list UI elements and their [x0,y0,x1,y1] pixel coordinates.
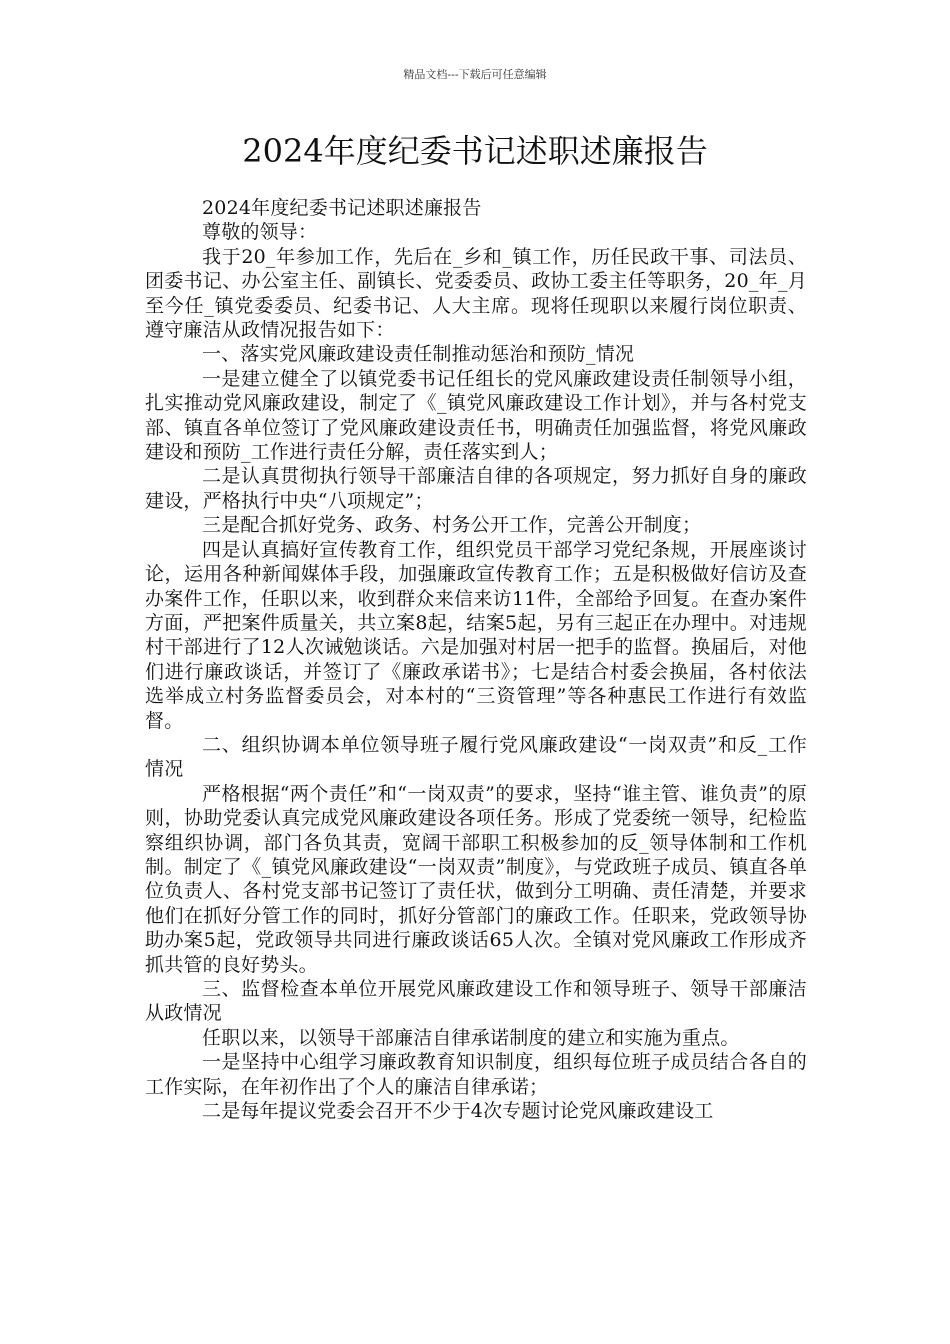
paragraph: 任职以来，以领导干部廉洁自律承诺制度的建立和实施为重点。 [202,1026,740,1049]
paragraph: 一是坚持中心组学习廉政教育知识制度，组织每位班子成员结合各自的工作实际，在年初作出了个人的廉洁自律承诺； [145,1051,807,1098]
paragraph: 尊敬的领导： [202,221,318,244]
paragraph: 我于20_年参加工作，先后在_乡和_镇工作，历任民政干事、司法员、团委书记、办公室主任、副镇长、党委委员、政协工委主任等职务，20_年_月至今任_镇党委委员、纪委书记、人大主席。现将任现职以来履行岗位职责、遵守廉洁从政情况报告如下： [145,245,807,342]
paragraph: 严格根据“两个责任”和“一岗双责”的要求，坚持“谁主管、谁负责”的原则，协助党委认真完成党风廉政建设各项任务。形成了党委统一领导，纪检监察组织协调，部门各负其责，宽阔干部职工积极参加的反_领导体制和工作机制。制定了《_镇党风廉政建设“一岗双责”制度》，与党政班子成员、镇直各单位负责人、各村党支部书记签订了责任状，做到分工明确、责任清楚，并要求他们在抓好分管工作的同时，抓好分管部门的廉政工作。任职来，党政领导协助办案5起，党政领导共同进行廉政谈话65人次。全镇对党风廉政工作形成齐抓共管的良好势头。 [145,782,807,976]
paragraph: 三是配合抓好党务、政务、村务公开工作，完善公开制度； [202,514,702,537]
section-heading: 三、监督检查本单位开展党风廉政建设工作和领导班子、领导干部廉洁从政情况 [145,978,807,1025]
section-heading: 一、落实党风廉政建设责任制推动惩治和预防_情况 [202,343,635,366]
paragraph: 一是建立健全了以镇党委书记任组长的党风廉政建设责任制领导小组，扎实推动党风廉政建设，制定了《_镇党风廉政建设工作计划》，并与各村党支部、镇直各单位签订了党风廉政建设责任书，明确责任加强监督，将党风廉政建设和预防_工作进行责任分解，责任落实到人； [145,367,807,464]
header-note: 精品文档---下载后可任意编辑 [403,68,547,81]
document-title: 2024年度纪委书记述职述廉报告 [242,132,708,170]
paragraph: 二是认真贯彻执行领导干部廉洁自律的各项规定，努力抓好自身的廉政建设，严格执行中央“八项规定”； [145,465,807,512]
paragraph: 2024年度纪委书记述职述廉报告 [202,197,482,219]
section-heading: 二、组织协调本单位领导班子履行党风廉政建设“一岗双责”和反_工作情况 [145,733,807,781]
document-body [145,196,807,1123]
paragraph: 四是认真搞好宣传教育工作，组织党员干部学习党纪条规，开展座谈讨论，运用各种新闻媒体手段，加强廉政宣传教育工作；五是积极做好信访及查办案件工作，任职以来，收到群众来信来访11件，全部给予回复。在查办案件方面，严把案件质量关，共立案8起，结案5起，另有三起正在办理中。对违规村干部进行了12人次诫勉谈话。六是加强对村居一把手的监督。换届后，对他们进行廉政谈话，并签订了《廉政承诺书》；七是结合村委会换届，各村依法选举成立村务监督委员会，对本村的“三资管理”等各种惠民工作进行有效监督。 [145,538,807,732]
paragraph: 二是每年提议党委会召开不少于4次专题讨论党风廉政建设工 [202,1100,714,1123]
